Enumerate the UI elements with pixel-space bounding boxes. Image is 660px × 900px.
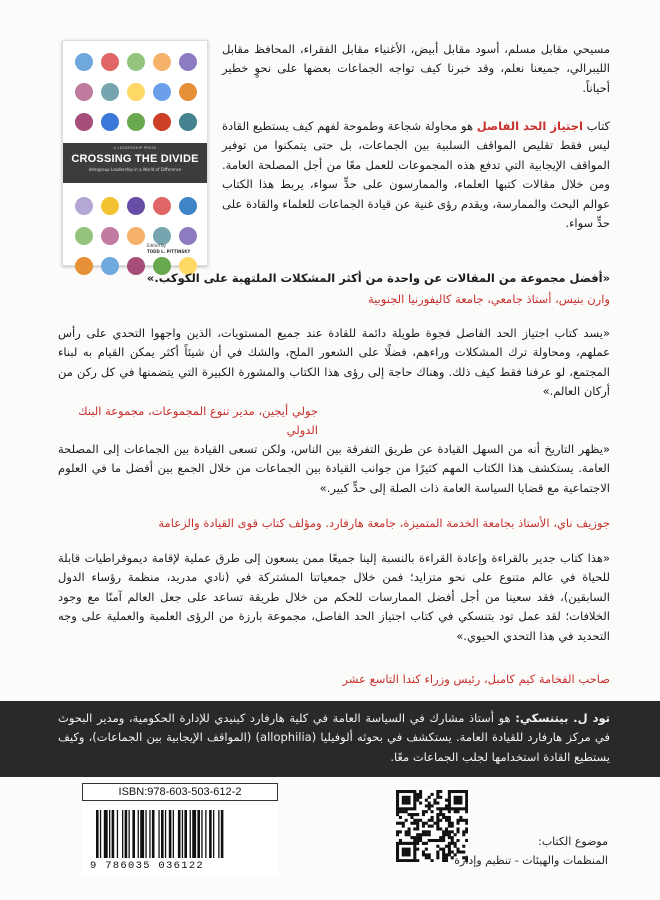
quote-1-attribution: وارن بنيس، أستاذ جامعي، جامعة كاليفورنيا الجنوبية <box>367 292 610 306</box>
quote-4: «هذا كتاب جدير بالقراءة وإعادة القراءة بالنسبة إلينا جميعًا ممن يسعون إلى طرق عملية لإقامة ديموقراطيات قابلة للحياة في عالم متنوع على نحو متزايد؛ فمن خلال جمعياتنا المشتركة في (نادي مدريد، منظمة رؤساء الدول السابقين)، فقد سعينا من أجل أفضل الممارسات للحكم من خلال طريقة تساعد على جعل العالم آمنًا مع وجود الخلافات؛ لقد عمل تود بتنسكي في كتاب اجتياز الحد الفاصل، مجموعة بارزة من الرؤى العلمية والعملية على وجه التحديد في هذا التحدي الحيوي.» <box>58 551 610 643</box>
quote-3: «يظهر التاريخ أنه من السهل القيادة عن طريق التفرقة بين الناس، ولكن تسعى القيادة بين الجماعات إلى المصلحة العامة. يستكشف هذا الكتاب المهم كثيرًا من جوانب القيادة بين الجماعات من خلال الجمع بين أفضل ما في العلوم الاجتماعية مع قضايا السياسة العامة ذات الصلة إلى حدٍّ كبير.» <box>58 442 610 495</box>
author-bio-text: هو أستاذ مشارك في السياسة العامة في كلية هارفارد كينيدي للإدارة الحكومية، ومدير البحوث في مركز هارفارد للقيادة العامة. يستكشف في بحوثه ألوفيليا (allophilia) (المواقف الإيجابية بين الجماعات)، وكيف يستطيع القادة استخدامها لجلب الجماعات معًا. <box>58 711 610 764</box>
cover-portrait-dot <box>75 197 93 215</box>
author-bio-band <box>0 701 660 777</box>
book-subject <box>454 832 608 870</box>
barcode-digits: 9 786035 036122 <box>90 860 205 872</box>
cover-portrait-dot <box>179 83 197 101</box>
quote-1: «أفضل مجموعة من المقالات عن واحدة من أكثر المشكلات الملتهبة على الكوكب.» <box>146 271 610 285</box>
cover-subtitle: Intergroup Leadership in a World of Difference <box>88 167 182 172</box>
quote-3-attribution: جوزيف ناي، الأستاذ بجامعة الخدمة المتميزة، جامعة هارفارد. ومؤلف كتاب قوى القيادة والزعامة <box>158 516 610 530</box>
cover-pretitle: A LEADERSHIP PRESS <box>113 146 157 150</box>
cover-portrait-dot <box>153 53 171 71</box>
cover-title-band <box>63 143 207 183</box>
book-cover-thumbnail <box>62 40 208 266</box>
subject-value: المنظمات والهيئات - تنظيم وإدارة <box>454 854 608 867</box>
cover-portrait-dot <box>153 83 171 101</box>
book-title-highlight: اجتياز الحد الفاصل <box>476 119 583 133</box>
description-paragraph <box>222 117 610 233</box>
cover-portrait-dot <box>127 83 145 101</box>
cover-editor-name: TODD L. PITTINSKY <box>147 249 191 254</box>
barcode-bars <box>96 810 266 860</box>
cover-portrait-dot <box>179 197 197 215</box>
cover-editor-label: Edited by <box>147 243 166 248</box>
cover-portrait-dot <box>127 227 145 245</box>
subject-label: موضوع الكتاب: <box>538 835 608 848</box>
cover-portrait-dot <box>153 113 171 131</box>
quote-4-attribution: صاحب الفخامة كيم كامبل، رئيس وزراء كندا التاسع عشر <box>342 672 610 686</box>
author-bio <box>58 709 610 767</box>
description-body: هو محاولة شجاعة وطموحة لفهم كيف يستطيع القادة ليس فقط تقليص المواقف السلبية بين الجماعات، بل حتى يتمكنوا من توفير المواقف الإيجابية التي تدفع هذه المجموعات للعمل معًا من أجل المصلحة العامة. ومن خلال مقالات كتبها العلماء، والممارسون على حدٍّ سواء، يربط هذا الكتاب عوالم البحث والممارسة، ويقدم رؤى غنية عن قيادة الجماعات للعلماء والقادة على حدٍّ سواء. <box>222 119 610 231</box>
cover-title: CROSSING THE DIVIDE <box>71 153 199 165</box>
cover-portrait-dot <box>153 197 171 215</box>
isbn-label: ISBN:978-603-503-612-2 <box>82 783 278 801</box>
cover-portrait-dot <box>101 227 119 245</box>
cover-portrait-dot <box>75 113 93 131</box>
cover-portrait-dot <box>127 197 145 215</box>
cover-portrait-dot <box>127 113 145 131</box>
cover-portrait-dot <box>75 227 93 245</box>
cover-portrait-dot <box>101 53 119 71</box>
cover-portrait-dot <box>179 113 197 131</box>
cover-portrait-dot <box>101 83 119 101</box>
cover-editor <box>147 243 190 255</box>
cover-portrait-dot <box>101 197 119 215</box>
cover-portrait-dot <box>101 113 119 131</box>
quote-2-attribution: جولي أيجين، مدير تنوع المجموعات، مجموعة البنك الدولي <box>78 404 318 437</box>
description-prefix: كتاب <box>586 119 611 133</box>
cover-portrait-dot <box>127 53 145 71</box>
quote-2: «يسد كتاب اجتياز الحد الفاصل فجوة طويلة دائمة للقادة عند جميع المستويات، الذين واجهوا التحدي على رأس عملهم، ومحاولة ترك المشكلات وراءهم، فضلًا على الشعور الملح، والشك في أن شيئاً أكثر يمكن القيام به لبناء المجتمع، لو عرفنا فقط كيف ذلك. وهناك حاجة إلى رؤى هذا الكتاب والمشورة الكبيرة التي يتضمنها في كل ركن من أركان العالم.» <box>58 326 610 399</box>
cover-portrait-dot <box>179 53 197 71</box>
cover-portrait-dot <box>75 53 93 71</box>
intro-paragraph: مسيحي مقابل مسلم، أسود مقابل أبيض، الأغنياء مقابل الفقراء، المحافظ مقابل الليبرالي، جميعنا نعلم، وقد خبرنا كيف تواجه الجماعات بعضها على نحوٍ خطير أحياناً. <box>222 42 610 95</box>
author-name: تود ل. بيتنسكي: <box>515 711 611 725</box>
cover-portrait-dot <box>75 83 93 101</box>
barcode <box>82 804 278 876</box>
